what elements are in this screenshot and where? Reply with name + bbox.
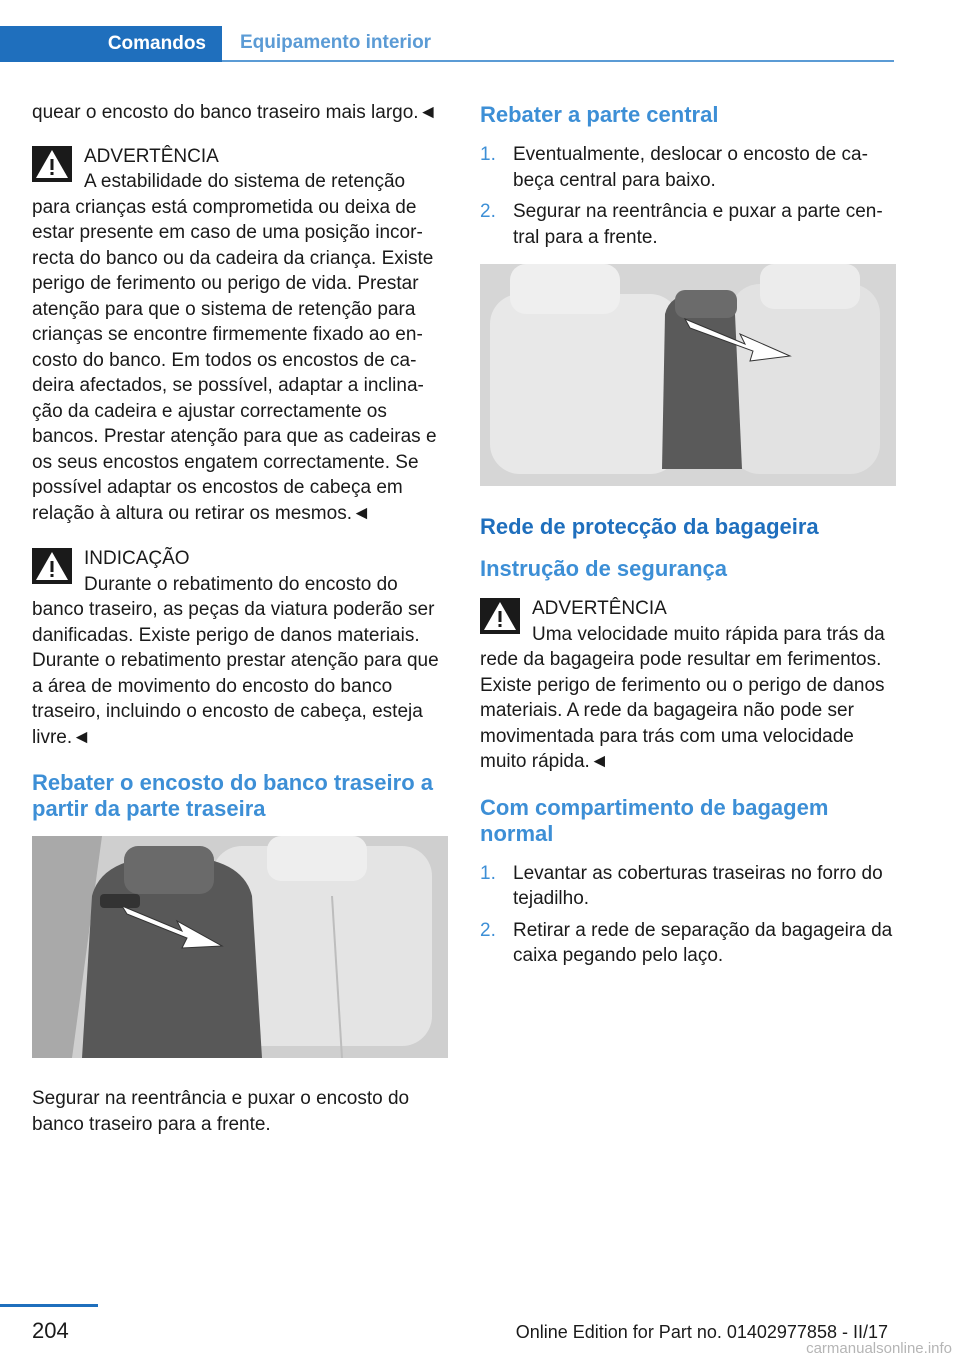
warning-block xyxy=(480,596,896,775)
warning-triangle-icon xyxy=(32,146,72,182)
warning-triangle-icon xyxy=(480,598,520,634)
figure-caption: Segurar na reentrância e puxar o encosto do banco traseiro para a frente. xyxy=(32,1088,410,1135)
warning-title: ADVERTÊNCIA xyxy=(84,145,219,167)
footer-rule xyxy=(0,1304,98,1307)
steps-list-central xyxy=(480,142,896,250)
warning-text-first: Uma velocidade muito rápida para trás da xyxy=(532,623,885,645)
warning-text: para crianças está comprometida ou deixa de estar presente em caso de uma posição incorrecta do banco ou da cadeira da criança. Existe perigo de ferimento ou perigo de vida. Prestar atenção para que o sistema de retenção para crianças se encontre firmemente fixado ao encosto do banco. Em todos os encostos de cadeira afectados, se possível, adaptar a inclinação da cadeira e ajustar correctamente os bancos. Prestar atenção para que as cadeiras e os seus encostos engatem correctamente. Se possível adaptar os encostos de cabeça em relação à altura ou retirar os mesmos.◄ xyxy=(32,196,437,524)
page-number: 204 xyxy=(32,1318,69,1343)
section-heading-normal: Com compartimento de bagagem normal xyxy=(480,794,829,846)
section-heading-luggage-net: Rede de protecção da bagageira xyxy=(480,514,819,539)
central-armrest-image xyxy=(480,264,896,486)
paragraph: quear o encosto do banco traseiro mais largo.◄ xyxy=(32,102,438,123)
warning-text-first: A estabilidade do sistema de retenção xyxy=(84,171,406,192)
section-heading-central: Rebater a parte central xyxy=(480,102,719,127)
section-heading-safety: Instrução de segurança xyxy=(480,556,727,581)
watermark: carmanualsonline.info xyxy=(806,1340,952,1357)
tab-equipamento-interior[interactable]: Equipamento interior xyxy=(222,26,894,62)
warning-text: rede da bagageira pode resultar em ferimentos. Existe perigo de ferimento ou o perigo de danos materiais. A rede da bagageira não pode ser movimentada para trás com uma velocidade muito rápida.◄ xyxy=(480,649,885,772)
edition-text: Online Edition for Part no. 01402977858 - II/17 xyxy=(515,1322,888,1342)
section-heading: Rebater o encosto do banco traseiro a partir da parte traseira xyxy=(32,770,433,821)
warning-title: ADVERTÊNCIA xyxy=(532,598,667,619)
warning-block xyxy=(32,144,448,527)
list-item: 1. Levantar as coberturas traseiras no forro do tejadilho. xyxy=(480,862,883,909)
notice-triangle-icon xyxy=(32,548,72,584)
steps-list-normal xyxy=(480,861,896,969)
tab-comandos[interactable]: Comandos xyxy=(0,26,222,62)
list-item: 2. Segurar na reentrância e puxar a parte central para a frente. xyxy=(480,201,883,248)
left-column xyxy=(32,100,448,1155)
right-column xyxy=(480,100,896,983)
rear-seat-backrest-image xyxy=(32,836,448,1058)
notice-block xyxy=(32,546,448,750)
notice-text: banco traseiro, as peças da viatura poderão ser danificadas. Existe perigo de danos materiais. Durante o rebatimento prestar atenção para que a área de movimento do encosto do banco traseiro, incluindo o encosto de cabeça, esteja livre.◄ xyxy=(32,599,439,748)
list-item: 1. Eventualmente, deslocar o encosto de cabeça central para baixo. xyxy=(480,144,868,191)
list-item: 2. Retirar a rede de separação da bagageira da caixa pegando pelo laço. xyxy=(480,919,893,966)
notice-text-first: Durante o rebatimento do encosto do xyxy=(84,573,398,595)
notice-title: INDICAÇÃO xyxy=(84,548,190,569)
